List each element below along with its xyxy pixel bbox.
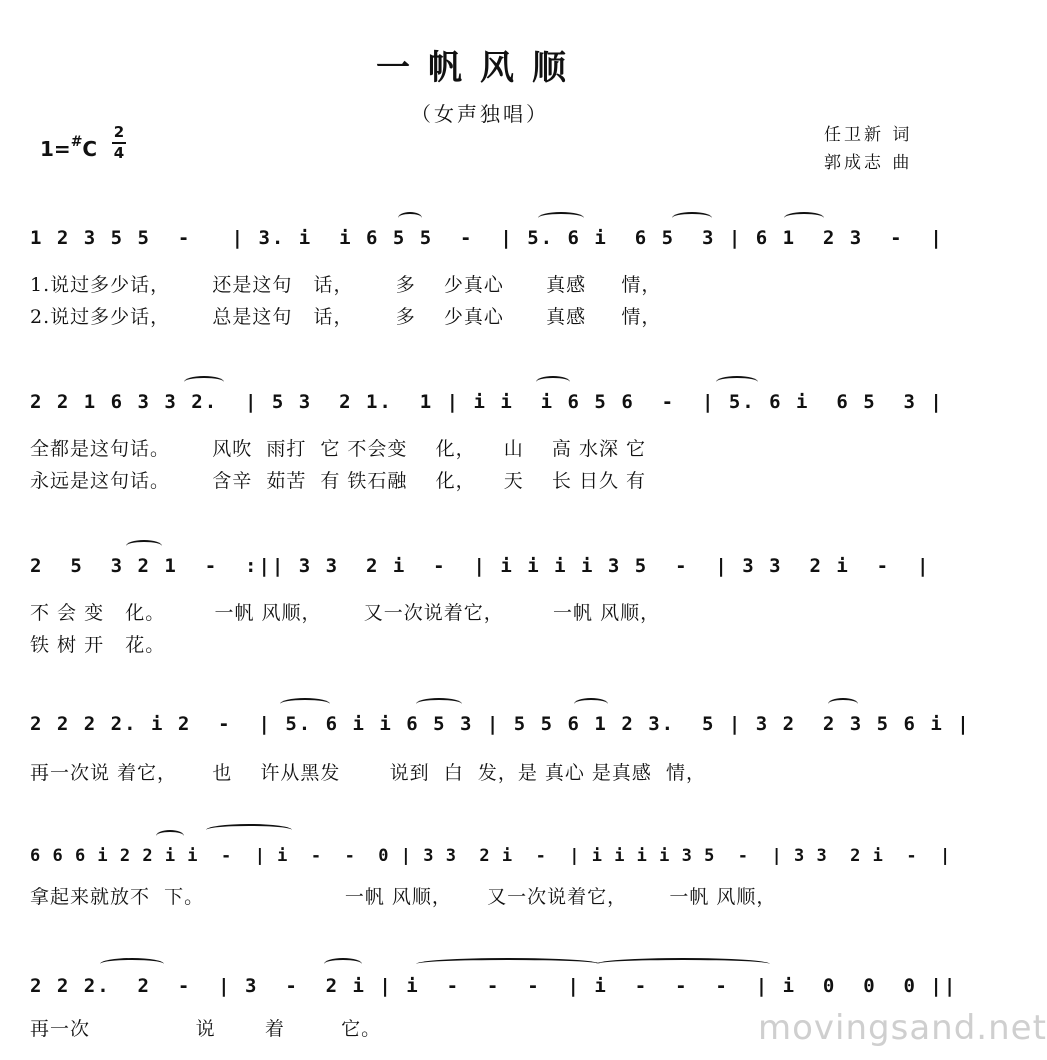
slur [416,958,600,970]
slur [100,958,164,970]
slur [536,376,570,388]
key-note: C [82,137,98,161]
slur [596,958,770,970]
slur [126,540,162,552]
key-label: 1= [40,137,71,161]
notes-line-2: 2 2 1 6 3 3 2. | 5 3 2 1. 1 | i i i 6 5 6 - | 5. 6 i 6 5 3 | [30,391,944,413]
slur [398,212,422,224]
time-signature-bottom: 4 [113,144,125,162]
slur [828,698,858,710]
score-line-2 [30,382,944,422]
score-line-5 [30,836,952,876]
lyrics-line-1-verse-2: 2.说过多少话， 总是这句 话， 多 少真心 真感 情， [30,306,662,328]
composer-credit: 郭成志 曲 [824,153,913,173]
score-line-4 [30,704,971,744]
lyrics-line-3-verse-2: 铁 树 开 花。 [30,634,166,656]
slur [156,830,184,842]
time-signature [112,124,126,162]
lyrics-line-2-verse-1: 全都是这句话。 风吹 雨打 它 不会变 化， 山 高 水深 它 [30,438,646,460]
song-title: 一帆风顺 [376,48,584,88]
time-signature-top: 2 [113,123,125,141]
song-subtitle: （女声独唱） [411,102,549,126]
score-line-6 [30,966,958,1006]
slur [784,212,824,224]
lyrics-line-4: 再一次说 着它， 也 许从黑发 说到 白 发，是 真心 是真感 情， [30,762,706,784]
lyrics-line-6: 再一次 说 着 它。 [30,1018,382,1040]
lyrics-line-2-verse-2: 永远是这句话。 含辛 茹苦 有 铁石融 化， 天 长 日久 有 [30,470,646,492]
score-line-1 [30,218,944,258]
lyrics-line-3-verse-1: 不 会 变 化。 一帆 风顺， 又一次说着它， 一帆 风顺， [30,602,661,624]
slur [184,376,224,388]
notes-line-4: 2 2 2 2. i 2 - | 5. 6 i i 6 5 3 | 5 5 6 1 2 3. 5 | 3 2 2 3 5 6 i | [30,713,971,735]
slur [538,212,584,224]
notes-line-5: 6 6 6 i 2 2 i i - | i - - 0 | 3 3 2 i - | i i i i 3 5 - | 3 3 2 i - | [30,846,952,866]
lyrics-line-1-verse-1: 1.说过多少话， 还是这句 话， 多 少真心 真感 情， [30,274,662,296]
slur [280,698,330,710]
lyricist-credit: 任卫新 词 [824,125,913,145]
key-signature [40,134,97,161]
sharp-sign: # [70,134,83,150]
score-line-3 [30,546,930,586]
slur [716,376,758,388]
notes-line-3: 2 5 3 2 1 - :|| 3 3 2 i - | i i i i 3 5 - | 3 3 2 i - | [30,555,931,577]
slur [206,824,292,836]
slur [324,958,362,970]
notes-line-1: 1 2 3 5 5 - | 3. i i 6 5 5 - | 5. 6 i 6 5 3 | 6 1 2 3 - | [30,227,944,249]
notes-line-6: 2 2 2. 2 - | 3 - 2 i | i - - - | i - - - | i 0 0 0 || [30,975,958,997]
lyrics-line-5: 拿起来就放不 下。 一帆 风顺， 又一次说着它， 一帆 风顺， [30,886,777,908]
slur [672,212,712,224]
slur [574,698,608,710]
watermark: movingsand.net [758,1008,1047,1048]
slur [416,698,462,710]
